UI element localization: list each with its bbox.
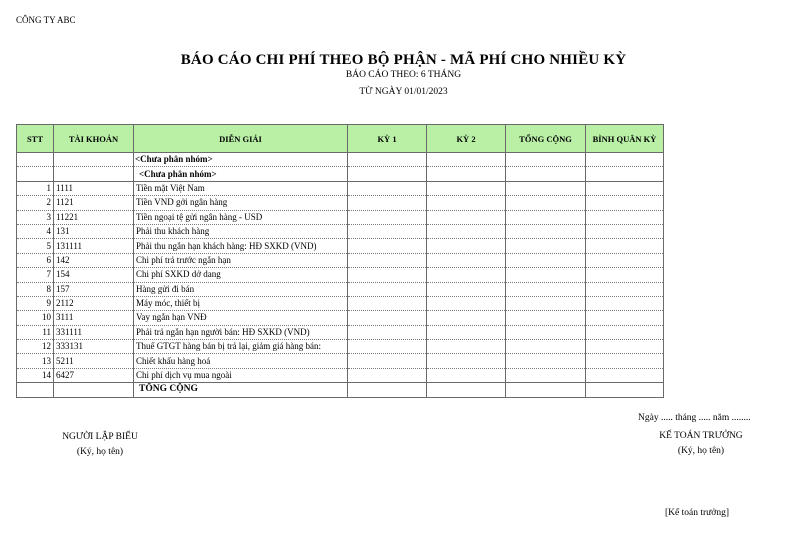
row-stt: 14 <box>17 368 54 382</box>
row-period-1 <box>348 210 427 224</box>
row-period-1 <box>348 239 427 253</box>
subgroup-label: <Chưa phân nhóm> <box>134 167 348 181</box>
row-average <box>586 239 664 253</box>
row-period-2 <box>427 340 506 354</box>
row-account: 1111 <box>54 181 134 195</box>
row-average <box>586 368 664 382</box>
column-header-period-2: KỲ 2 <box>427 125 506 153</box>
column-header-account: TÀI KHOẢN <box>54 125 134 153</box>
row-total <box>506 268 586 282</box>
row-average <box>586 268 664 282</box>
row-total <box>506 296 586 310</box>
group-row <box>17 153 664 167</box>
row-average <box>586 311 664 325</box>
row-period-2 <box>427 239 506 253</box>
row-period-2 <box>427 196 506 210</box>
table-header-row <box>17 125 664 153</box>
table-row <box>17 311 664 325</box>
row-stt: 11 <box>17 325 54 339</box>
row-period-2 <box>427 224 506 238</box>
row-account: 131111 <box>54 239 134 253</box>
row-description: Chiết khấu hàng hoá <box>134 354 348 368</box>
row-period-1 <box>348 354 427 368</box>
preparer-title: NGƯỜI LẬP BIỂU <box>62 432 138 442</box>
total-row <box>17 383 664 397</box>
table-row <box>17 253 664 267</box>
row-stt: 4 <box>17 224 54 238</box>
row-stt: 8 <box>17 282 54 296</box>
chief-accountant-signature-note: (Ký, họ tên) <box>677 446 725 456</box>
row-period-1 <box>348 282 427 296</box>
table-row <box>17 239 664 253</box>
column-header-stt: STT <box>17 125 54 153</box>
preparer-signature-note: (Ký, họ tên) <box>76 447 124 457</box>
row-account: 6427 <box>54 368 134 382</box>
row-account: 157 <box>54 282 134 296</box>
row-description: Chi phí dịch vụ mua ngoài <box>134 368 348 382</box>
row-account: 154 <box>54 268 134 282</box>
row-description: Hàng gửi đi bán <box>134 282 348 296</box>
column-header-total: TỔNG CỘNG <box>506 125 586 153</box>
row-total <box>506 354 586 368</box>
row-account: 131 <box>54 224 134 238</box>
column-header-description: DIỄN GIẢI <box>134 125 348 153</box>
row-description: Tiền mặt Việt Nam <box>134 181 348 195</box>
row-period-2 <box>427 181 506 195</box>
row-period-2 <box>427 325 506 339</box>
report-table <box>16 124 664 398</box>
table-row <box>17 368 664 382</box>
row-period-1 <box>348 253 427 267</box>
row-period-1 <box>348 196 427 210</box>
table-row <box>17 282 664 296</box>
row-description: Tiền VND gởi ngân hàng <box>134 196 348 210</box>
table-row <box>17 296 664 310</box>
row-average <box>586 340 664 354</box>
table-row <box>17 181 664 195</box>
row-total <box>506 325 586 339</box>
row-period-2 <box>427 296 506 310</box>
row-average <box>586 354 664 368</box>
row-account: 142 <box>54 253 134 267</box>
row-account: 333131 <box>54 340 134 354</box>
row-period-2 <box>427 253 506 267</box>
table-row <box>17 196 664 210</box>
subgroup-row <box>17 167 664 181</box>
row-stt: 5 <box>17 239 54 253</box>
row-account: 5211 <box>54 354 134 368</box>
row-average <box>586 196 664 210</box>
table-row <box>17 325 664 339</box>
row-stt: 9 <box>17 296 54 310</box>
row-total <box>506 340 586 354</box>
row-account: 3111 <box>54 311 134 325</box>
row-stt: 6 <box>17 253 54 267</box>
row-average <box>586 296 664 310</box>
row-total <box>506 224 586 238</box>
row-total <box>506 368 586 382</box>
row-description: Chi phí SXKD dở dang <box>134 268 348 282</box>
row-stt: 2 <box>17 196 54 210</box>
row-stt: 10 <box>17 311 54 325</box>
chief-accountant-title: KẾ TOÁN TRƯỞNG <box>659 431 743 441</box>
row-period-1 <box>348 296 427 310</box>
row-description: Chi phí trả trước ngắn hạn <box>134 253 348 267</box>
row-description: Máy móc, thiết bị <box>134 296 348 310</box>
row-stt: 7 <box>17 268 54 282</box>
row-average <box>586 325 664 339</box>
row-account: 2112 <box>54 296 134 310</box>
row-account: 1121 <box>54 196 134 210</box>
row-period-1 <box>348 340 427 354</box>
row-description: Vay ngắn hạn VNĐ <box>134 311 348 325</box>
row-description: Tiền ngoại tệ gửi ngân hàng - USD <box>134 210 348 224</box>
row-period-1 <box>348 181 427 195</box>
row-average <box>586 282 664 296</box>
row-period-2 <box>427 268 506 282</box>
signature-date-line: Ngày ..... tháng ..... năm ........ <box>638 413 751 423</box>
table-row <box>17 224 664 238</box>
total-label: TỔNG CỘNG <box>134 383 348 397</box>
column-header-average: BÌNH QUÂN KỲ <box>586 125 664 153</box>
row-total <box>506 210 586 224</box>
company-name: CÔNG TY ABC <box>16 15 76 25</box>
row-stt: 1 <box>17 181 54 195</box>
row-period-1 <box>348 311 427 325</box>
row-total <box>506 181 586 195</box>
table-row <box>17 354 664 368</box>
row-period-1 <box>348 368 427 382</box>
row-average <box>586 224 664 238</box>
row-stt: 13 <box>17 354 54 368</box>
row-period-1 <box>348 268 427 282</box>
row-period-1 <box>348 325 427 339</box>
chief-accountant-name: [Kế toán trưởng] <box>665 508 729 518</box>
row-account: 11221 <box>54 210 134 224</box>
row-total <box>506 311 586 325</box>
table-row <box>17 210 664 224</box>
row-average <box>586 181 664 195</box>
row-description: Phải trả ngắn hạn người bán: HĐ SXKD (VND) <box>134 325 348 339</box>
row-period-1 <box>348 224 427 238</box>
row-period-2 <box>427 210 506 224</box>
row-description: Phải thu khách hàng <box>134 224 348 238</box>
row-description: Phải thu ngắn hạn khách hàng: HĐ SXKD (VND) <box>134 239 348 253</box>
table-row <box>17 340 664 354</box>
group-label: <Chưa phân nhóm> <box>134 153 348 167</box>
row-description: Thuế GTGT hàng bán bị trả lại, giảm giá hàng bán: <box>134 340 348 354</box>
row-stt: 3 <box>17 210 54 224</box>
report-date-range: TỪ NGÀY 01/01/2023 <box>359 87 448 97</box>
row-period-2 <box>427 311 506 325</box>
table-row <box>17 268 664 282</box>
column-header-period-1: KỲ 1 <box>348 125 427 153</box>
row-stt: 12 <box>17 340 54 354</box>
row-average <box>586 253 664 267</box>
row-total <box>506 196 586 210</box>
row-account: 331111 <box>54 325 134 339</box>
row-period-2 <box>427 354 506 368</box>
row-total <box>506 282 586 296</box>
row-period-2 <box>427 368 506 382</box>
row-average <box>586 210 664 224</box>
report-title: BÁO CÁO CHI PHÍ THEO BỘ PHẬN - MÃ PHÍ CHO NHIỀU KỲ <box>180 52 627 68</box>
row-total <box>506 253 586 267</box>
report-subtitle: BÁO CÁO THEO: 6 THÁNG <box>345 70 462 80</box>
row-total <box>506 239 586 253</box>
row-period-2 <box>427 282 506 296</box>
